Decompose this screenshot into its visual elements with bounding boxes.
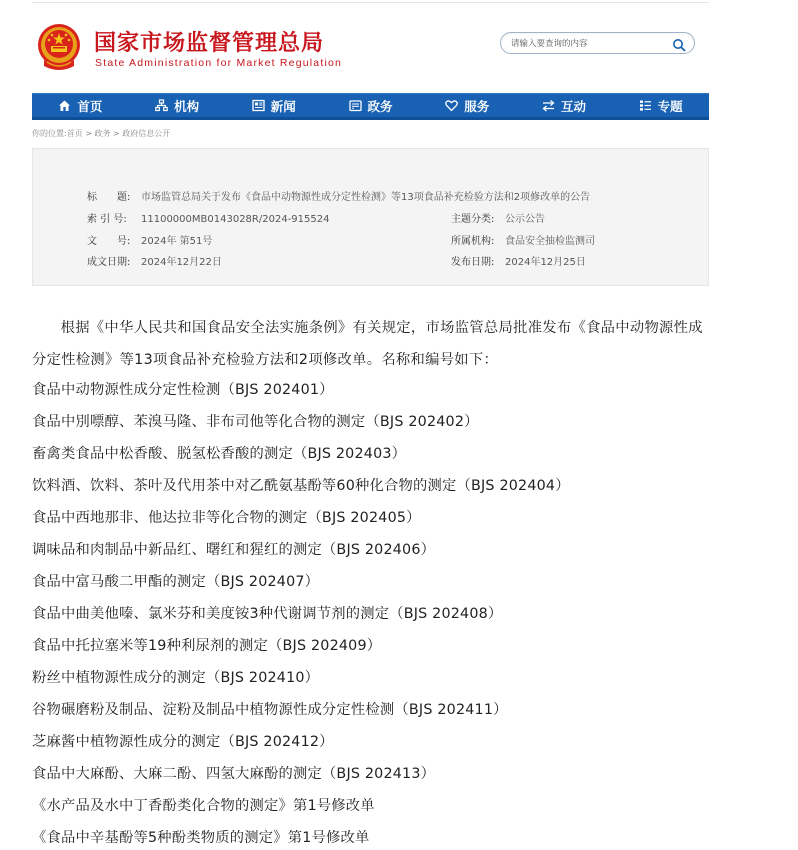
nav-item-organization[interactable] <box>129 94 226 117</box>
article-intro-paragraph: 根据《中华人民共和国食品安全法实施条例》有关规定，市场监管总局批准发布《食品中动物源性成分定性检测》等13项食品补充检验方法和2项修改单。名称和编号如下： <box>32 320 703 368</box>
info-title-label: 标 题: <box>87 192 131 203</box>
info-category-row <box>451 210 545 225</box>
search-input[interactable] <box>511 36 661 51</box>
article-list-item: 食品中大麻酚、大麻二酚、四氢大麻酚的测定（BJS 202413） <box>32 766 436 782</box>
info-agency-label: 所属机构: <box>451 236 495 247</box>
info-published-label: 发布日期: <box>451 257 495 268</box>
article-list-item: 芝麻酱中植物源性成分的测定（BJS 202412） <box>32 734 334 750</box>
info-created-label: 成文日期: <box>87 257 131 268</box>
site-header <box>32 14 709 80</box>
info-published-value: 2024年12月25日 <box>505 257 586 268</box>
breadcrumb-link-home[interactable]: 首页 <box>66 129 83 138</box>
article-list-item: 食品中別嘌醇、苯溴马隆、非布司他等化合物的测定（BJS 202402） <box>32 414 479 430</box>
article-list-item: 食品中富马酸二甲酯的测定（BJS 202407） <box>32 574 320 590</box>
article-list-item: 调味品和肉制品中新品红、曙红和猩红的测定（BJS 202406） <box>32 542 436 558</box>
info-index-row <box>87 210 329 225</box>
nav-label: 政务 <box>367 98 393 114</box>
national-emblem-icon[interactable] <box>36 22 82 72</box>
info-agency-row <box>451 232 595 247</box>
nav-item-home[interactable] <box>32 94 129 117</box>
info-published-row <box>451 253 586 268</box>
article-list-item: 《水产品及水中丁香酚类化合物的测定》第1号修改单 <box>32 798 375 814</box>
news-icon <box>252 99 265 112</box>
article-list-item: 食品中动物源性成分定性检测（BJS 202401） <box>32 382 334 398</box>
site-title[interactable]: 国家市场监督管理总局 <box>94 31 325 56</box>
info-category-label: 主题分类: <box>451 214 495 225</box>
organization-icon <box>155 99 168 112</box>
nav-item-interaction[interactable] <box>516 94 613 117</box>
topics-list-icon <box>639 99 652 112</box>
search-icon[interactable] <box>672 37 686 51</box>
main-nav <box>32 93 709 120</box>
top-divider <box>32 2 709 3</box>
nav-item-service[interactable] <box>419 94 516 117</box>
breadcrumb-link-affairs[interactable]: 政务 <box>94 129 111 138</box>
article-list-item: 畜禽类食品中松香酸、脱氢松香酸的测定（BJS 202403） <box>32 446 407 462</box>
nav-label: 新闻 <box>270 98 296 114</box>
home-icon <box>58 99 71 112</box>
article-list-item: 谷物碾磨粉及制品、淀粉及制品中植物源性成分定性检测（BJS 202411） <box>32 702 508 718</box>
article-list-item: 饮料酒、饮料、茶叶及代用茶中对乙酰氨基酚等60种化合物的测定（BJS 202404） <box>32 478 570 494</box>
interaction-arrows-icon <box>542 99 555 112</box>
info-category-value: 公示公告 <box>505 214 545 225</box>
article-list-item: 食品中西地那非、他达拉非等化合物的测定（BJS 202405） <box>32 510 421 526</box>
document-info-panel <box>32 148 709 286</box>
info-docno-row <box>87 232 212 247</box>
nav-item-topics[interactable] <box>612 94 709 117</box>
article-list-item: 粉丝中植物源性成分的测定（BJS 202410） <box>32 670 320 686</box>
nav-label: 服务 <box>464 98 490 114</box>
info-created-value: 2024年12月22日 <box>141 257 222 268</box>
info-index-value: 11100000MB0143028R/2024-915524 <box>141 214 330 225</box>
breadcrumb <box>32 128 170 139</box>
breadcrumb-separator: > <box>110 129 123 138</box>
nav-item-government-affairs[interactable] <box>322 94 419 117</box>
search-box <box>500 32 695 54</box>
breadcrumb-prefix: 你的位置: <box>32 129 67 138</box>
nav-label: 专题 <box>657 98 683 114</box>
info-docno-value: 2024年 第51号 <box>141 236 213 247</box>
article-list-item: 食品中曲美他嗪、氯米芬和美度铵3种代谢调节剂的测定（BJS 202408） <box>32 606 503 622</box>
nav-label: 首页 <box>77 98 103 114</box>
article-list-item: 《食品中辛基酚等5种酚类物质的测定》第1号修改单 <box>32 830 370 846</box>
info-agency-value: 食品安全抽检监测司 <box>505 236 595 247</box>
article-body <box>32 312 712 376</box>
info-title-row <box>87 188 590 203</box>
breadcrumb-link-info-disclosure[interactable]: 政府信息公开 <box>122 129 171 138</box>
breadcrumb-separator: > <box>82 129 95 138</box>
nav-item-news[interactable] <box>225 94 322 117</box>
info-created-row <box>87 253 222 268</box>
nav-label: 互动 <box>560 98 586 114</box>
government-affairs-icon <box>349 99 362 112</box>
info-index-label: 索 引 号: <box>87 214 127 225</box>
site-title-english[interactable]: State Administration for Market Regulation <box>95 57 343 69</box>
nav-label: 机构 <box>174 98 200 114</box>
info-title-value: 市场监管总局关于发布《食品中动物源性成分定性检测》等13项食品补充检验方法和2项修改单的公告 <box>141 192 591 203</box>
heart-service-icon <box>445 99 458 112</box>
info-docno-label: 文 号: <box>87 236 131 247</box>
article-list-item: 食品中托拉塞米等19种利尿剂的测定（BJS 202409） <box>32 638 382 654</box>
